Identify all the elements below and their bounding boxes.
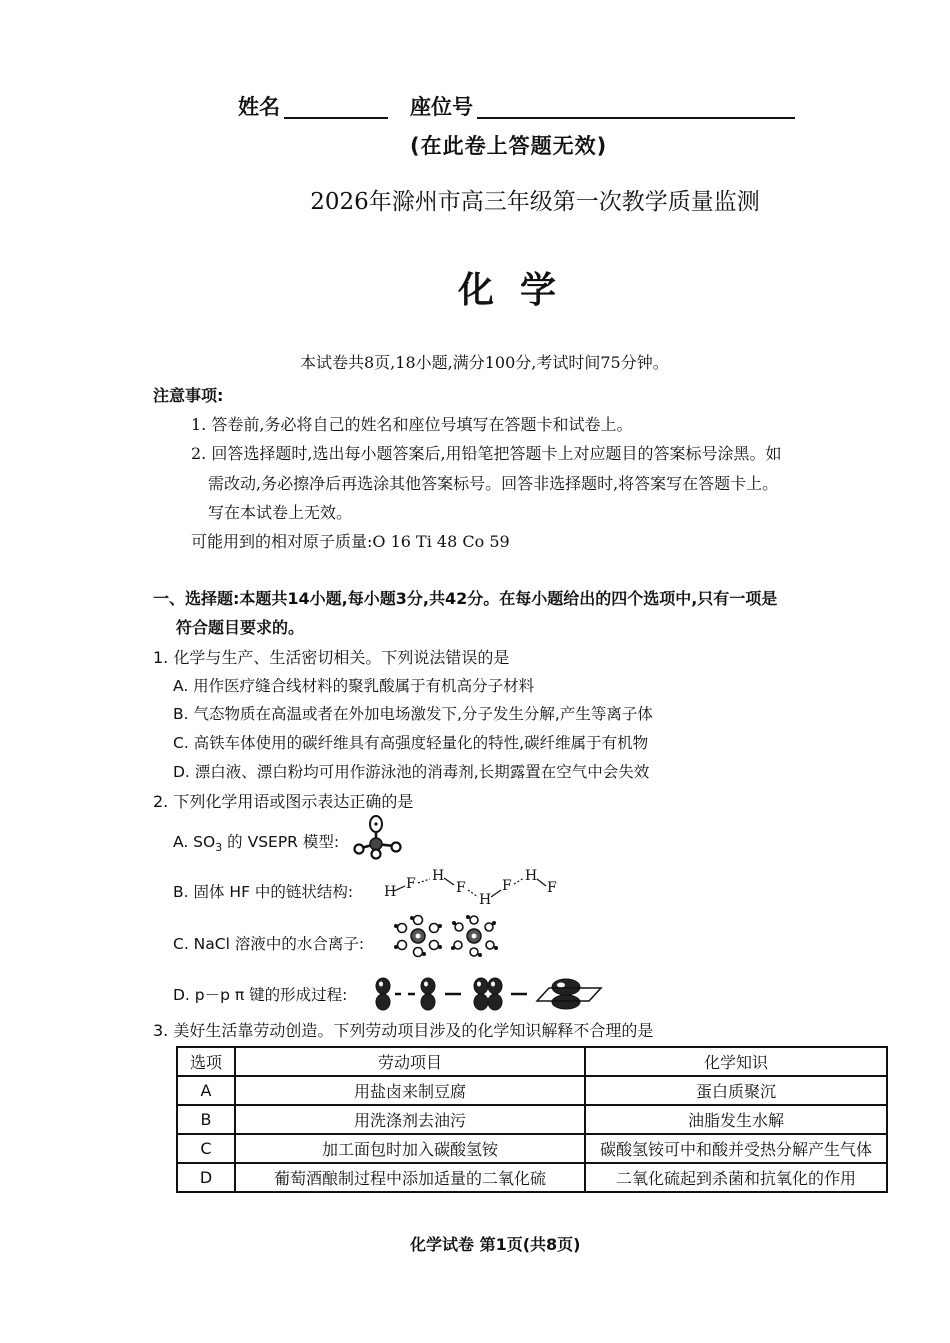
name-blank xyxy=(284,117,388,119)
q3-cell-knowledge: 蛋白质聚沉 xyxy=(585,1076,887,1105)
hydrated-cl-ion xyxy=(451,915,498,957)
hf-atom-f-2: F xyxy=(456,880,466,896)
q3-cell-knowledge: 二氧化硫起到杀菌和抗氧化的作用 xyxy=(585,1163,887,1192)
atomic-mass-note: 可能用到的相对原子质量:O 16 Ti 48 Co 59 xyxy=(191,532,510,551)
section-1-heading-line-1: 一、选择题:本题共14小题,每小题3分,共42分。在每小题给出的四个选项中,只有一项是 xyxy=(153,589,778,608)
exam-info: 本试卷共8页,18小题,满分100分,考试时间75分钟。 xyxy=(300,353,669,372)
hf-atom-h-4: H xyxy=(525,868,538,884)
q3-cell-labor: 加工面包时加入碳酸氢铵 xyxy=(235,1134,585,1163)
q1-option-d: D. 漂白液、漂白粉均可用作游泳池的消毒剂,长期露置在空气中会失效 xyxy=(173,763,650,781)
seat-blank xyxy=(477,117,795,119)
seat-label: 座位号 xyxy=(410,95,473,119)
notice-heading: 注意事项: xyxy=(153,386,224,405)
q3-cell-labor: 用洗涤剂去油污 xyxy=(235,1105,585,1134)
hf-atom-h-3: H xyxy=(479,892,492,908)
hf-chain-structure-figure xyxy=(380,866,560,906)
name-label: 姓名 xyxy=(238,95,280,119)
hf-atom-h-2: H xyxy=(432,868,445,884)
q3-stem: 3. 美好生活靠劳动创造。下列劳动项目涉及的化学知识解释不合理的是 xyxy=(153,1021,654,1040)
hf-atom-f-3: F xyxy=(502,878,512,894)
section-1-heading-line-2: 符合题目要求的。 xyxy=(176,618,305,637)
table-row xyxy=(177,1076,887,1105)
table-row xyxy=(177,1134,887,1163)
exam-title: 2026年滁州市高三年级第一次教学质量监测 xyxy=(310,189,760,215)
table-row xyxy=(177,1105,887,1134)
p-p-pi-bond-formation-figure xyxy=(373,974,603,1014)
q3-cell-knowledge: 油脂发生水解 xyxy=(585,1105,887,1134)
q1-option-a: A. 用作医疗缝合线材料的聚乳酸属于有机高分子材料 xyxy=(173,677,535,695)
notice-item-2-line-3: 写在本试卷上无效。 xyxy=(208,503,353,522)
q3-cell-option: C xyxy=(177,1134,235,1163)
q3-cell-option: A xyxy=(177,1076,235,1105)
q3-cell-option: B xyxy=(177,1105,235,1134)
q1-stem: 1. 化学与生产、生活密切相关。下列说法错误的是 xyxy=(153,648,510,667)
q1-option-b: B. 气态物质在高温或者在外加电场激发下,分子发生分解,产生等离子体 xyxy=(173,705,653,723)
table-row xyxy=(177,1163,887,1192)
subject-title: 化学 xyxy=(457,270,582,311)
hf-atom-f-1: F xyxy=(406,876,416,892)
q3-header-labor: 劳动项目 xyxy=(235,1047,585,1076)
q3-header-knowledge: 化学知识 xyxy=(585,1047,887,1076)
page-footer: 化学试卷 第1页(共8页) xyxy=(410,1235,581,1254)
q2-option-b: B. 固体 HF 中的链状结构: xyxy=(173,883,354,901)
q2-option-d: D. p－p π 键的形成过程: xyxy=(173,986,348,1004)
hf-atom-h-1: H xyxy=(384,884,397,900)
q3-table xyxy=(176,1046,888,1193)
q2-option-c: C. NaCl 溶液中的水合离子: xyxy=(173,935,365,953)
q2-stem: 2. 下列化学用语或图示表达正确的是 xyxy=(153,792,414,811)
hydrated-ions-figure xyxy=(390,913,502,959)
q3-cell-labor: 葡萄酒酿制过程中添加适量的二氧化硫 xyxy=(235,1163,585,1192)
q3-cell-option: D xyxy=(177,1163,235,1192)
notice-item-2-line-2: 需改动,务必擦净后再选涂其他答案标号。回答非选择题时,将答案写在答题卡上。 xyxy=(208,474,779,493)
notice-item-1: 1. 答卷前,务必将自己的姓名和座位号填写在答题卡和试卷上。 xyxy=(191,415,633,434)
notice-item-2-line-1: 2. 回答选择题时,选出每小题答案后,用铅笔把答题卡上对应题目的答案标号涂黑。如 xyxy=(191,444,782,463)
q3-cell-labor: 用盐卤来制豆腐 xyxy=(235,1076,585,1105)
q3-cell-knowledge: 碳酸氢铵可中和酸并受热分解产生气体 xyxy=(585,1134,887,1163)
q3-table-header-row xyxy=(177,1047,887,1076)
so3-vsepr-model-figure xyxy=(352,814,408,860)
hydrated-na-ion xyxy=(394,916,442,957)
q2-option-a: A. $SO_3$ 的 VSEPR 模型: xyxy=(173,833,340,855)
q1-option-c: C. 高铁车体使用的碳纤维具有高强度轻量化的特性,碳纤维属于有机物 xyxy=(173,734,649,752)
invalid-note: (在此卷上答题无效) xyxy=(410,134,608,158)
q3-header-option: 选项 xyxy=(177,1047,235,1076)
hf-atom-f-4: F xyxy=(547,880,557,896)
